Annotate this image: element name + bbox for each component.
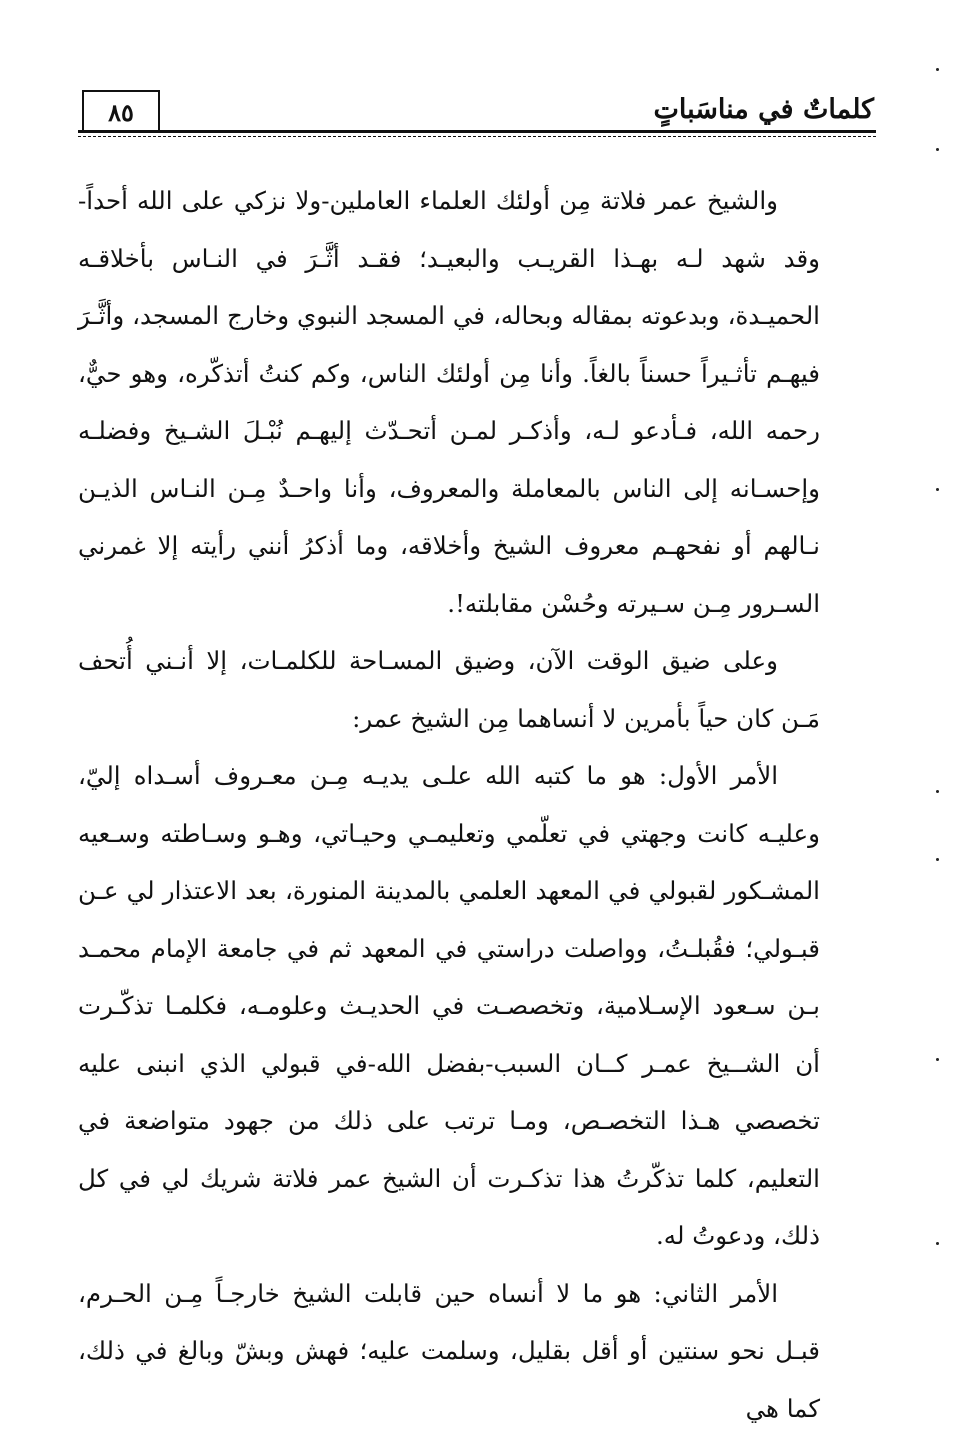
margin-dot bbox=[936, 488, 939, 491]
margin-dot bbox=[936, 1242, 939, 1245]
header-rule-dashed bbox=[78, 136, 876, 137]
paragraph-2: وعلى ضيق الوقت الآن، وضيق المسـاحة للكلمـات، إلا أنـني أُتحف مَـن كان حياً بأمرين لا أنساهما مِن الشيخ عمر: bbox=[78, 632, 820, 747]
margin-dot bbox=[936, 858, 939, 861]
margin-dots bbox=[936, 0, 946, 1384]
paragraph-3: الأمر الأول: هو ما كتبه الله علـى يديـه مِـن معـروف أسـداه إليّ، وعليـه كانت وجهتي في تعلّمي وتعليمـي وحيـاتي، وهـو وسـاطته وسـعيه المشـكور لقبولي في المعهد العلمي بالمدينة المنورة، بعد الاعتذار لي عـن قبـولي؛ فقُبلـتُ، وواصلت دراستي في المعهد ثم في جامعة الإمام محمـد بـن سـعود الإسـلامية، وتخصصـت في الحديـث وعلومـه، فكلمـا تذكّـرت أن الشــيخ عمـر كــان السبب-بفضل الله-في قبولي الذي انبنى عليه تخصصي هـذا التخصـص، ومـا ترتب على ذلك من جهود متواضعة في التعليم، كلما تذكّرتُ هذا تذكـرت أن الشيخ عمر فلاتة شريك لي في كل ذلك، ودعوتُ له. bbox=[78, 747, 820, 1265]
margin-dot bbox=[936, 1058, 939, 1061]
running-title: كلماتٌ في مناسَباتٍ bbox=[653, 90, 874, 130]
margin-dot bbox=[936, 68, 939, 71]
paragraph-4: الأمر الثاني: هو ما لا أنساه حين قابلت الشيخ خارجـاً مِـن الحـرم، قبـل نحو سنتين أو أقل بقليل، وسلمت عليه؛ فهش وبشّ وبالغ في ذلك، كما هي bbox=[78, 1265, 820, 1437]
body-text bbox=[78, 172, 820, 1437]
header-rule bbox=[78, 130, 876, 133]
margin-dot bbox=[936, 790, 939, 793]
margin-dot bbox=[936, 148, 939, 151]
paragraph-1: والشيخ عمر فلاتة مِن أولئك العلماء العاملين-ولا نزكي على الله أحداً- وقد شهد لـه بهـذا القريـب والبعيـد؛ فقـد أثَّـرَ في النـاس بأخلاقـه الحميـدة، وبدعوته بمقاله وبحاله، في المسجد النبوي وخارج المسجد، وأثَّـرَ فيهـم تأثـيراً حسناً بالغاً. وأنا مِن أولئك الناس، وكم كنتُ أتذكّره، وهو حيٌّ، رحمه الله، فـأدعو لـه، وأذكـر لمـن أتحـدّث إليهـم نُبْـلَ الشـيخ وفضلـه وإحسـانه إلى الناس بالمعاملة والمعروف، وأنا واحـدٌ مِـن النـاس الذيـن نـالهم أو نفحهـم معروف الشيخ وأخلاقه، وما أذكرُ أنني رأيته إلا غمرني السـرور مِـن سـيرته وحُسْن مقابلته!. bbox=[78, 172, 820, 632]
page-number: ٨٥ bbox=[82, 90, 160, 132]
